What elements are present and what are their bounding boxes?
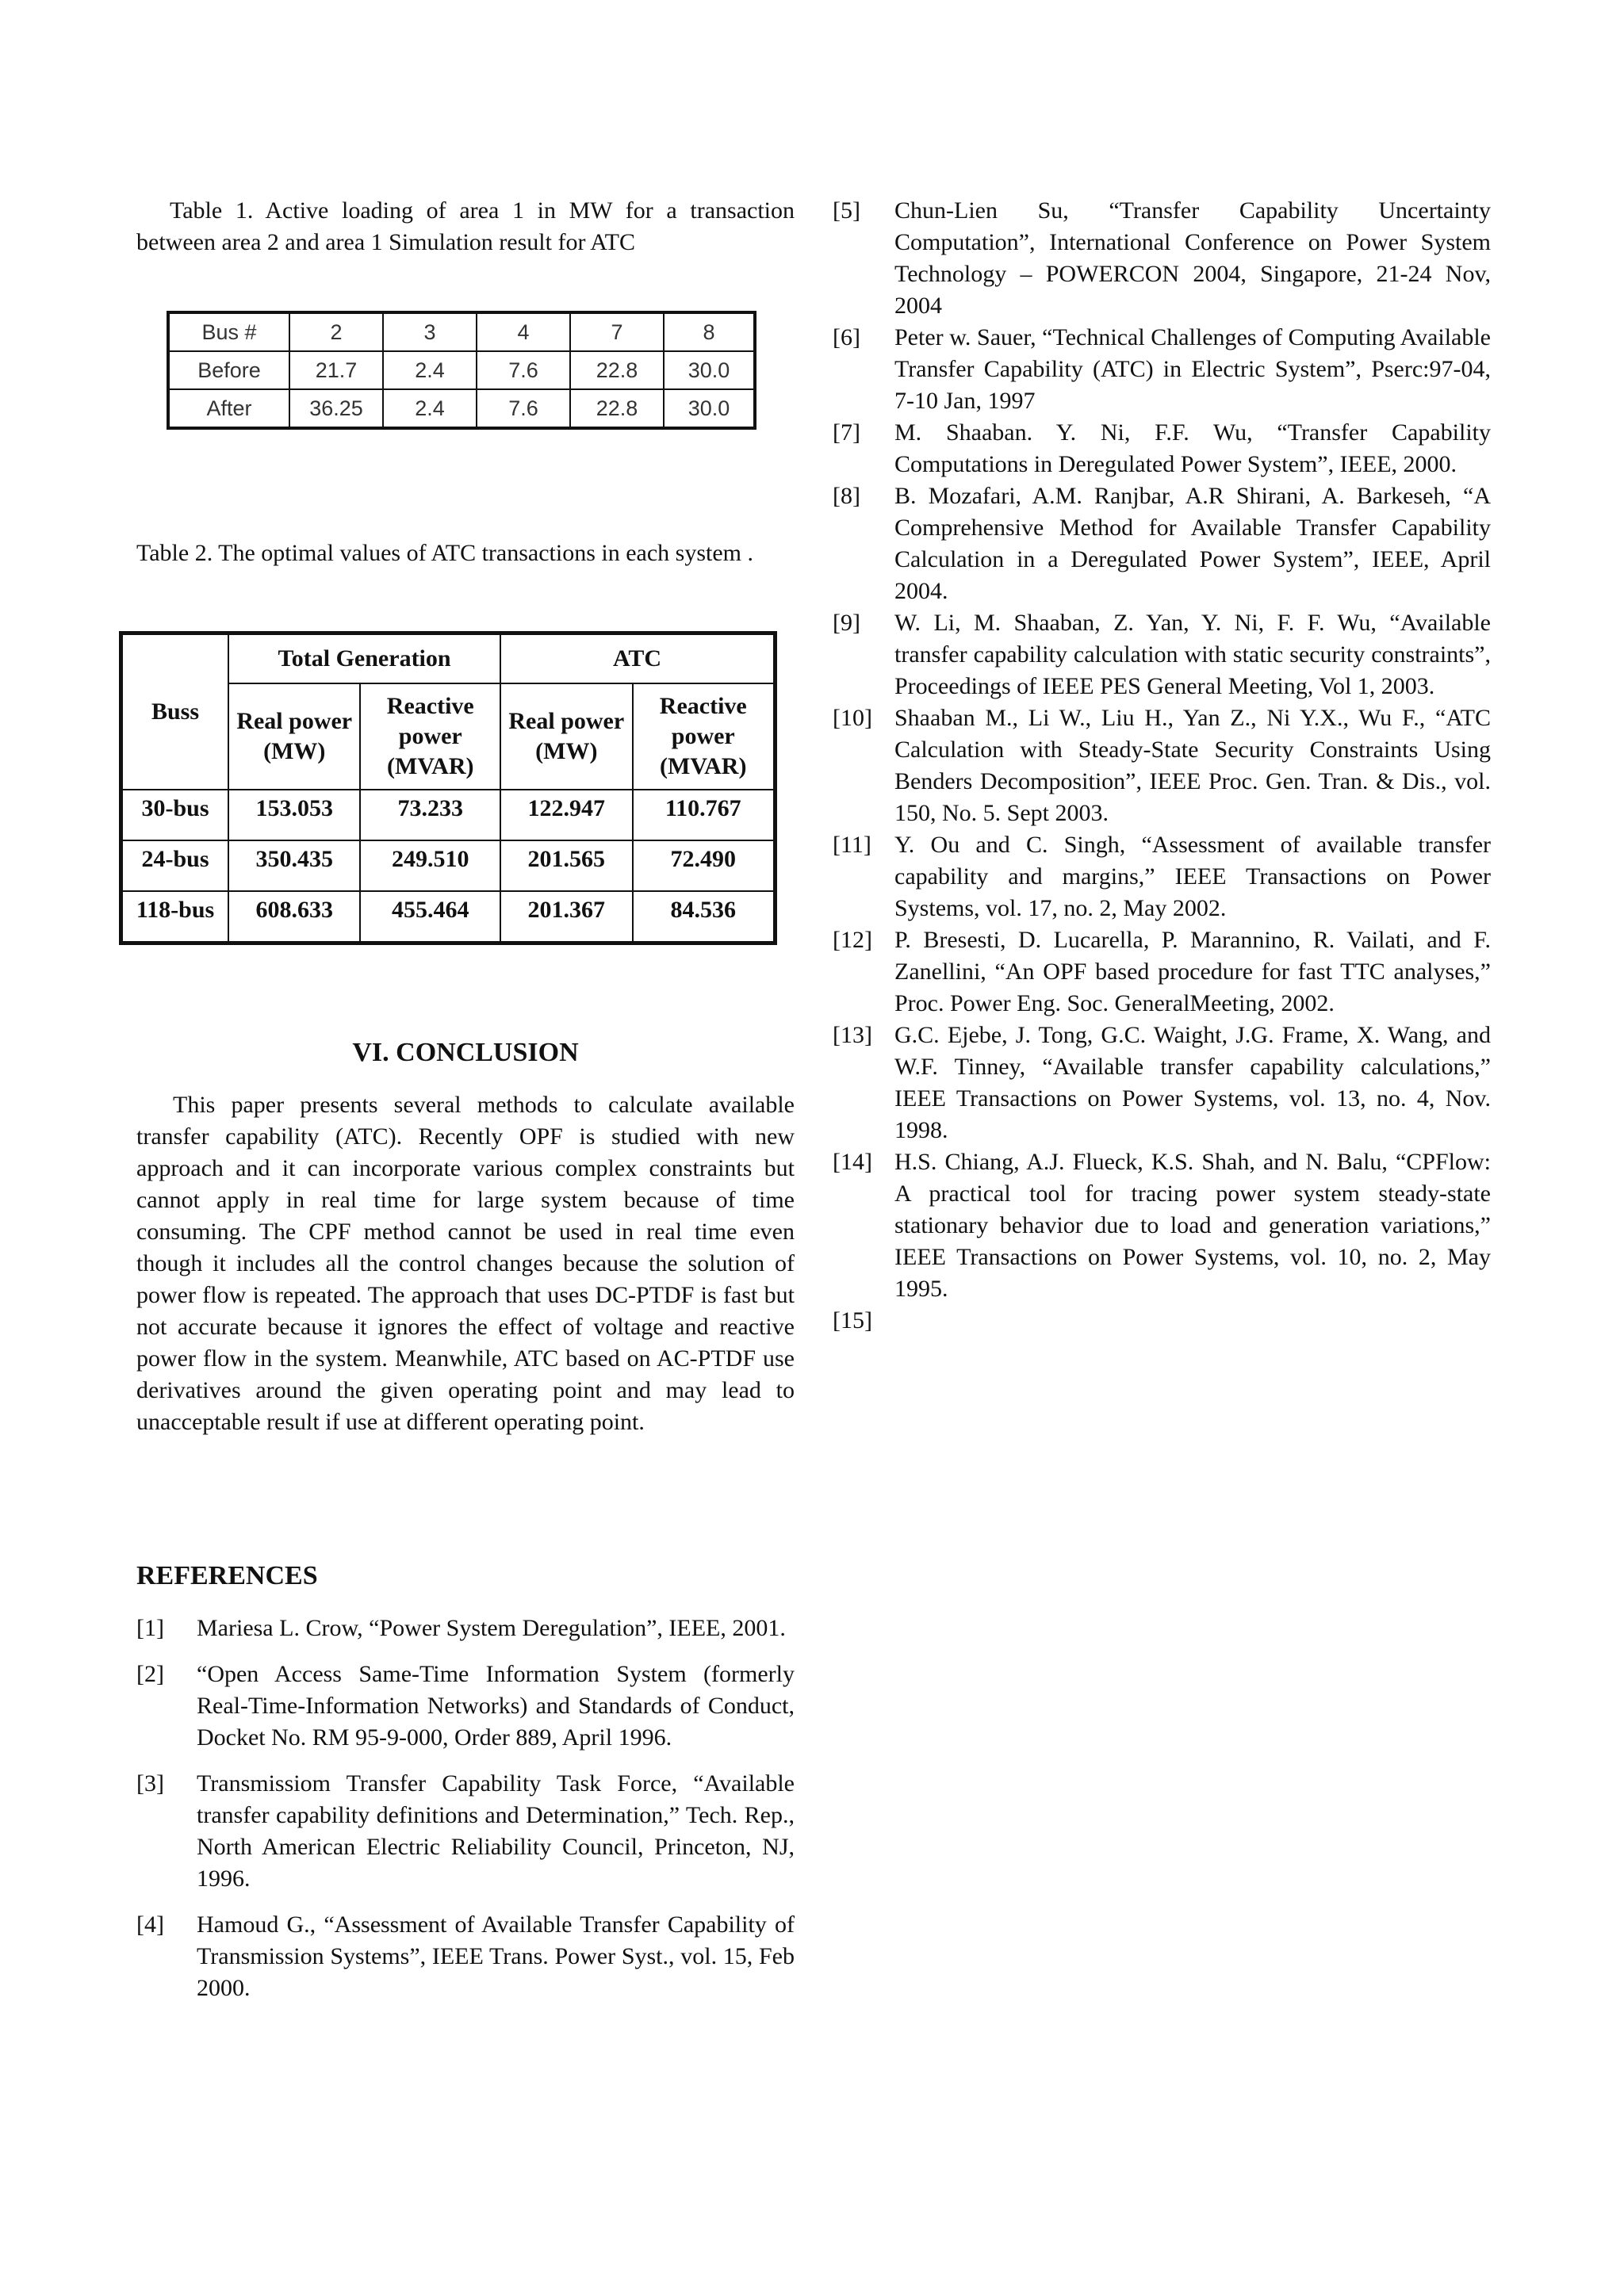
reference-text: Transmissiom Transfer Capability Task Force, “Available transfer capability definitions and Determination,” Tech. Rep., North American Electric Reliability Council, Princeton, NJ, 1996. — [197, 1770, 795, 1892]
reference-item — [833, 607, 1491, 702]
reference-item — [833, 924, 1491, 1020]
table-cell: 72.490 — [633, 840, 776, 891]
table-cell: 8 — [664, 312, 755, 351]
reference-item — [833, 480, 1491, 607]
table-header-total-generation: Total Generation — [228, 633, 500, 684]
table-row — [168, 351, 755, 389]
table-subheader: Reactive power (MVAR) — [633, 683, 776, 790]
reference-number: [5] — [833, 197, 860, 224]
reference-text: Chun-Lien Su, “Transfer Capability Uncertainty Computation”, International Conference on Power System Technology – POWERCON 2004, Singapore, 21-24 Nov, 2004 — [894, 197, 1491, 319]
reference-number: [13] — [833, 1022, 872, 1048]
table-cell: 4 — [477, 312, 570, 351]
reference-item — [833, 1146, 1491, 1305]
table-row — [121, 790, 776, 840]
reference-number: [7] — [833, 419, 860, 446]
reference-text: Mariesa L. Crow, “Power System Deregulation”, IEEE, 2001. — [197, 1615, 786, 1641]
reference-text: P. Bresesti, D. Lucarella, P. Marannino, R. Vailati, and F. Zanellini, “An OPF based procedure for fast TTC analyses,” Proc. Power Eng. Soc. GeneralMeeting, 2002. — [894, 927, 1491, 1016]
table2-caption: Table 2. The optimal values of ATC transactions in each system . — [136, 540, 754, 566]
table-cell: 153.053 — [228, 790, 360, 840]
table-cell: 30-bus — [121, 790, 229, 840]
table-cell: 608.633 — [228, 891, 360, 943]
table1-caption: Table 1. Active loading of area 1 in MW for a transaction between area 2 and area 1 Simulation result for ATC — [136, 197, 795, 255]
reference-number: [6] — [833, 324, 860, 350]
table-cell: 2 — [289, 312, 383, 351]
reference-item — [833, 1305, 1491, 1337]
reference-item — [833, 829, 1491, 924]
reference-item — [833, 1020, 1491, 1146]
reference-item — [833, 322, 1491, 417]
table-cell: 2.4 — [383, 351, 477, 389]
references-heading: REFERENCES — [136, 1561, 318, 1590]
table-cell: 84.536 — [633, 891, 776, 943]
reference-item — [833, 417, 1491, 480]
table-cell: 110.767 — [633, 790, 776, 840]
reference-item — [833, 195, 1491, 322]
table-cell: 350.435 — [228, 840, 360, 891]
table-cell: 30.0 — [664, 389, 755, 428]
reference-number: [10] — [833, 705, 872, 731]
reference-number: [12] — [833, 927, 872, 953]
table-row — [121, 633, 776, 684]
table-cell: 7 — [570, 312, 664, 351]
table-cell: Before — [168, 351, 289, 389]
table-subheader: Reactive power (MVAR) — [360, 683, 500, 790]
table2 — [119, 631, 777, 945]
table-subheader: Real power (MW) — [500, 683, 632, 790]
reference-number: [15] — [833, 1307, 872, 1334]
reference-text: H.S. Chiang, A.J. Flueck, K.S. Shah, and N. Balu, “CPFlow: A practical tool for tracing power system steady-state stationary behavior due to load and generation variations,” IEEE Transactions on Power Systems, vol. 10, no. 2, May 1995. — [894, 1149, 1491, 1302]
table-cell: 249.510 — [360, 840, 500, 891]
reference-text: B. Mozafari, A.M. Ranjbar, A.R Shirani, A. Barkeseh, “A Comprehensive Method for Available Transfer Capability Calculation in a Deregulated Power System”, IEEE, April 2004. — [894, 483, 1491, 604]
reference-number: [11] — [833, 832, 871, 858]
table-cell: 122.947 — [500, 790, 632, 840]
reference-number: [8] — [833, 483, 860, 509]
table-cell: 2.4 — [383, 389, 477, 428]
reference-item — [136, 1613, 795, 1644]
table-cell: Bus # — [168, 312, 289, 351]
table-row — [168, 312, 755, 351]
left-column — [136, 195, 795, 2001]
reference-text: W. Li, M. Shaaban, Z. Yan, Y. Ni, F. F. Wu, “Available transfer capability calculation with static security constraints”, Proceedings of IEEE PES General Meeting, Vol 1, 2003. — [894, 610, 1491, 699]
reference-item — [136, 1659, 795, 1754]
table-cell: 3 — [383, 312, 477, 351]
table-cell: 118-bus — [121, 891, 229, 943]
table-cell: 21.7 — [289, 351, 383, 389]
reference-item — [136, 1909, 795, 2004]
table-header-atc: ATC — [500, 633, 775, 684]
reference-item — [833, 702, 1491, 829]
table-cell: 73.233 — [360, 790, 500, 840]
reference-text: G.C. Ejebe, J. Tong, G.C. Waight, J.G. Frame, X. Wang, and W.F. Tinney, “Available transfer capability calculations,” IEEE Transactions on Power Systems, vol. 13, no. 4, Nov. 1998. — [894, 1022, 1491, 1143]
table-cell: 7.6 — [477, 389, 570, 428]
table-header-buss: Buss — [121, 633, 229, 790]
reference-number: [3] — [136, 1770, 164, 1797]
right-column — [833, 195, 1491, 1337]
reference-number: [1] — [136, 1615, 164, 1641]
table-cell: 7.6 — [477, 351, 570, 389]
conclusion-heading: VI. CONCLUSION — [352, 1038, 579, 1067]
reference-number: [9] — [833, 610, 860, 636]
table-cell: 22.8 — [570, 389, 664, 428]
reference-text: M. Shaaban. Y. Ni, F.F. Wu, “Transfer Capability Computations in Deregulated Power System”, IEEE, 2000. — [894, 419, 1491, 477]
table-cell: 36.25 — [289, 389, 383, 428]
reference-number: [14] — [833, 1149, 872, 1175]
table-cell: 24-bus — [121, 840, 229, 891]
table1 — [167, 311, 756, 430]
reference-text: Hamoud G., “Assessment of Available Transfer Capability of Transmission Systems”, IEEE Trans. Power Syst., vol. 15, Feb 2000. — [197, 1911, 795, 2001]
table-row — [168, 389, 755, 428]
table-cell: After — [168, 389, 289, 428]
reference-text: Peter w. Sauer, “Technical Challenges of Computing Available Transfer Capability (ATC) in Electric System”, Pserc:97-04, 7-10 Jan, 1997 — [894, 324, 1491, 414]
conclusion-text: This paper presents several methods to calculate available transfer capability (ATC). Recently OPF is studied with new approach and it can incorporate various complex constraints but cannot apply in real time for large system because of time consuming. The CPF method cannot be used in real time even though it includes all the control changes because the solution of power flow is repeated. The approach that uses DC-PTDF is fast but not accurate because it ignores the effect of voltage and reactive power flow in the system. Meanwhile, ATC based on AC-PTDF use derivatives around the given operating point and may lead to unacceptable result if use at different operating point. — [136, 1092, 795, 1435]
reference-number: [2] — [136, 1661, 164, 1687]
reference-number: [4] — [136, 1911, 164, 1938]
reference-text: Shaaban M., Li W., Liu H., Yan Z., Ni Y.X., Wu F., “ATC Calculation with Steady-State Security Constraints Using Benders Decomposition”, IEEE Proc. Gen. Tran. & Dis., vol. 150, No. 5. Sept 2003. — [894, 705, 1491, 826]
table-cell: 201.367 — [500, 891, 632, 943]
references-list-left — [136, 1613, 795, 2019]
reference-item — [136, 1768, 795, 1895]
table-cell: 30.0 — [664, 351, 755, 389]
table-cell: 201.565 — [500, 840, 632, 891]
table-cell: 455.464 — [360, 891, 500, 943]
table-subheader: Real power (MW) — [228, 683, 360, 790]
table-row — [121, 840, 776, 891]
reference-text: “Open Access Same-Time Information System (formerly Real-Time-Information Networks) and Standards of Conduct, Docket No. RM 95-9-000, Order 889, April 1996. — [197, 1661, 795, 1751]
reference-text: Y. Ou and C. Singh, “Assessment of available transfer capability and margins,” IEEE Transactions on Power Systems, vol. 17, no. 2, May 2002. — [894, 832, 1491, 921]
reference-text — [894, 1305, 1491, 1337]
table-cell: 22.8 — [570, 351, 664, 389]
table-row — [121, 891, 776, 943]
